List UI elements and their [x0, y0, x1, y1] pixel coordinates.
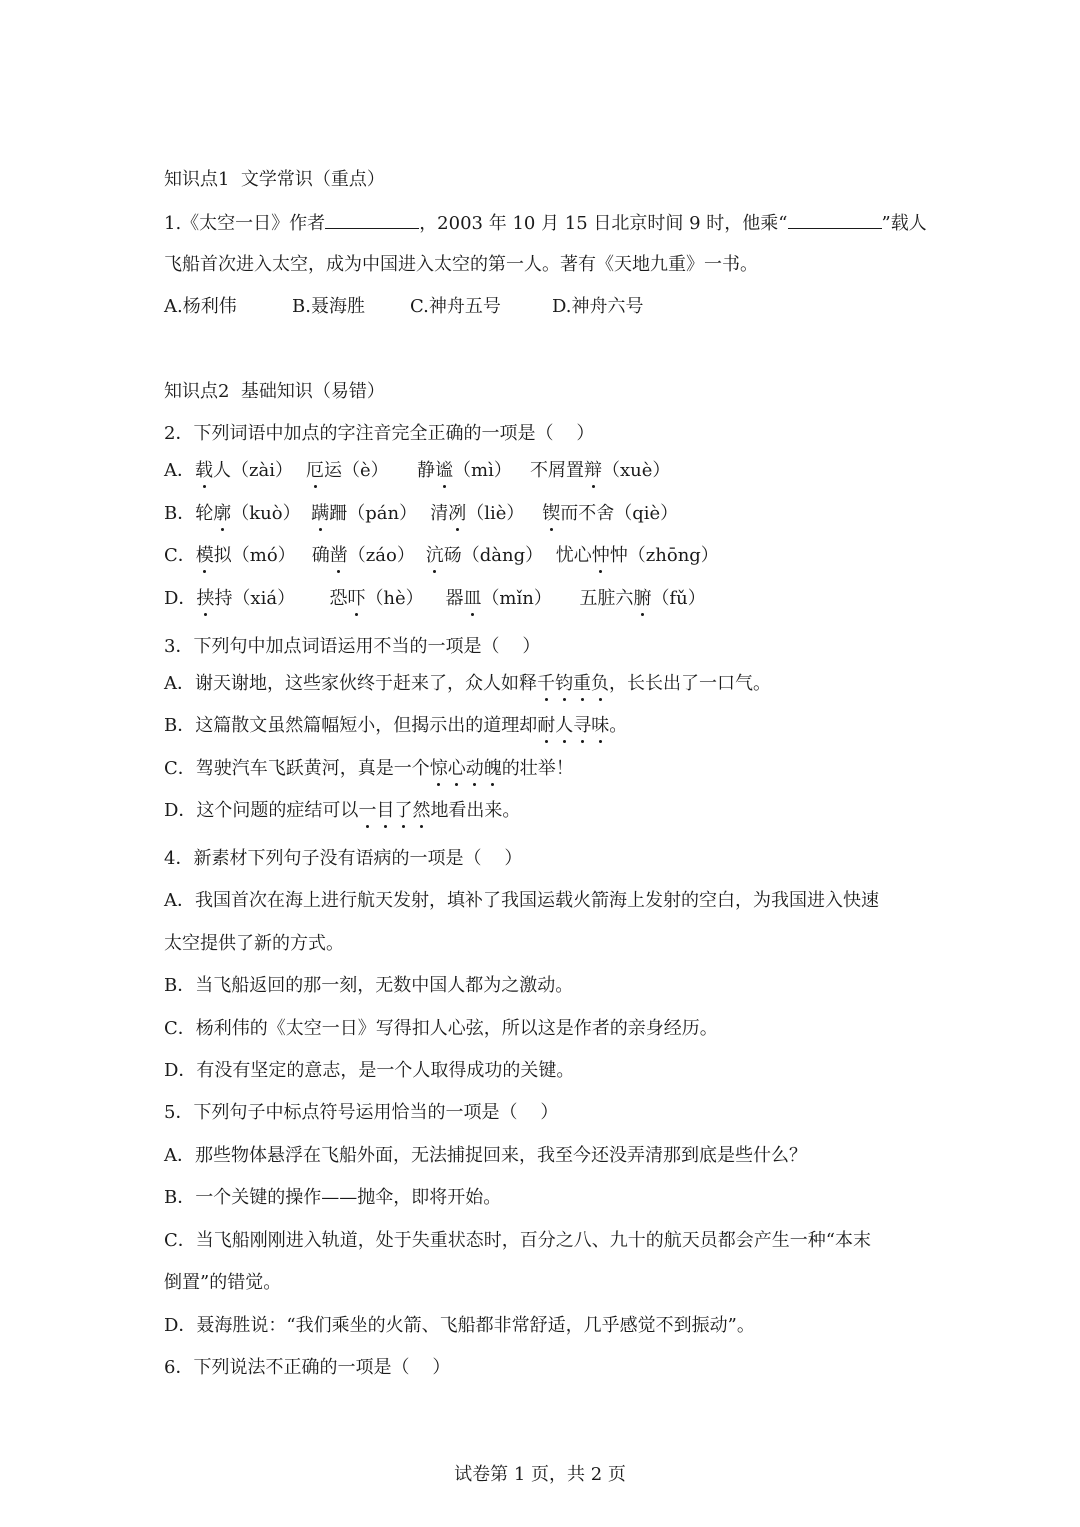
q5-option-a: A．那些物体悬浮在飞船外面，无法捕捉回来，我至今还没弄清那到底是些什么？ — [164, 1145, 807, 1166]
q4-option-a-line1: A．我国首次在海上进行航天发射，填补了我国运载火箭海上发射的空白，为我国进入快速 — [164, 890, 879, 911]
q4-option-a-line2: 太空提供了新的方式。 — [164, 933, 344, 954]
q2-b-word3: 清冽（liè） — [430, 503, 525, 524]
q2-b-word1: 轮廓（kuò） — [195, 503, 301, 524]
q3-option-a: A．谢天谢地，这些家伙终于赶来了，众人如释千钧重负，长长出了一口气。 — [164, 673, 771, 694]
q1-stem-post: ”载人 — [881, 213, 927, 234]
q3-option-d: D．这个问题的症结可以一目了然地看出来。 — [164, 800, 521, 821]
q1-blank-author — [325, 210, 419, 229]
q2-d-label: D． — [164, 588, 197, 609]
q2-a-word1: 载人（zài） — [195, 460, 293, 481]
q2-option-d — [164, 587, 706, 611]
q3-c-dotted: 惊心动魄 — [429, 758, 502, 779]
q2-option-c — [164, 544, 719, 568]
q3-option-b: B．这篇散文虽然篇幅短小，但揭示出的道理却耐人寻味。 — [164, 715, 628, 736]
q2-d-word4: 五脏六腑（fǔ） — [579, 588, 706, 609]
q2-c-label: C． — [164, 545, 196, 566]
q5-option-c-line1: C．当飞船刚刚进入轨道，处于失重状态时，百分之八、九十的航天员都会产生一种“本末 — [164, 1230, 871, 1251]
q3-option-c: C．驾驶汽车飞跃黄河，真是一个惊心动魄的壮举！ — [164, 758, 574, 779]
q1-option-b: B.聂海胜 — [292, 296, 365, 317]
q1-line2: 飞船首次进入太空，成为中国进入太空的第一人。著有《天地九重》一书。 — [164, 254, 758, 275]
q2-d-word1: 挟持（xiá） — [196, 588, 296, 609]
q1-option-a: A.杨利伟 — [164, 296, 237, 317]
q5-option-d: D．聂海胜说：“我们乘坐的火箭、飞船都非常舒适，几乎感觉不到振动”。 — [164, 1315, 755, 1336]
q3-b-dotted: 耐人寻味 — [537, 715, 610, 736]
page-footer: 试卷第 1 页，共 2 页 — [454, 1464, 626, 1485]
q2-b-word2: 蹒跚（pán） — [311, 503, 418, 524]
q1-blank-spacecraft — [788, 210, 882, 229]
q1-option-d: D.神舟六号 — [552, 296, 644, 317]
section-title-2: 知识点2 基础知识（易错） — [164, 381, 385, 402]
section-title-1: 知识点1 文学常识（重点） — [164, 169, 385, 190]
q5-stem: 5．下列句子中标点符号运用恰当的一项是（ ） — [164, 1102, 559, 1123]
q2-c-word2: 确凿（záo） — [311, 545, 415, 566]
q4-option-c: C．杨利伟的《太空一日》写得扣人心弦，所以这是作者的亲身经历。 — [164, 1018, 718, 1039]
q1-option-c: C.神舟五号 — [410, 296, 501, 317]
q2-option-b — [164, 502, 678, 526]
q2-a-word4: 不屑置辩（xuè） — [530, 460, 671, 481]
q2-a-word3: 静谧（mì） — [417, 460, 512, 481]
q1-stem-pre: 1.《太空一日》作者 — [164, 213, 326, 234]
q1-stem-mid: ，2003 年 10 月 15 日北京时间 9 时，他乘“ — [419, 213, 788, 234]
q6-stem: 6．下列说法不正确的一项是（ ） — [164, 1357, 451, 1378]
q2-c-word1: 模拟（mó） — [195, 545, 296, 566]
q3-a-dotted: 千钧重负 — [537, 673, 609, 694]
q2-c-word3: 沆砀（dàng） — [425, 545, 544, 566]
q2-b-label: B． — [164, 503, 196, 524]
q4-option-d: D．有没有坚定的意志，是一个人取得成功的关键。 — [164, 1060, 575, 1081]
q2-d-word2: 恐吓（hè） — [329, 588, 424, 609]
q2-a-label: A． — [164, 460, 195, 481]
q2-c-word4: 忧心忡忡（zhōng） — [555, 545, 719, 566]
q5-option-b: B．一个关键的操作——抛伞，即将开始。 — [164, 1187, 502, 1208]
q2-b-word4: 锲而不舍（qiè） — [542, 503, 679, 524]
q1-options — [164, 295, 644, 319]
q4-stem: 4．新素材下列句子没有语病的一项是（ ） — [164, 848, 523, 869]
q2-a-word2: 厄运（è） — [306, 460, 389, 481]
q2-option-a — [164, 459, 670, 483]
q4-option-b: B．当飞船返回的那一刻，无数中国人都为之激动。 — [164, 975, 574, 996]
q2-d-word3: 器皿（mǐn） — [445, 588, 552, 609]
q1-line1 — [164, 210, 927, 236]
q3-d-dotted: 一目了然 — [358, 800, 431, 821]
q5-option-c-line2: 倒置”的错觉。 — [164, 1272, 282, 1293]
q2-stem: 2．下列词语中加点的字注音完全正确的一项是（ ） — [164, 423, 595, 444]
q3-stem: 3．下列句中加点词语运用不当的一项是（ ） — [164, 636, 541, 657]
